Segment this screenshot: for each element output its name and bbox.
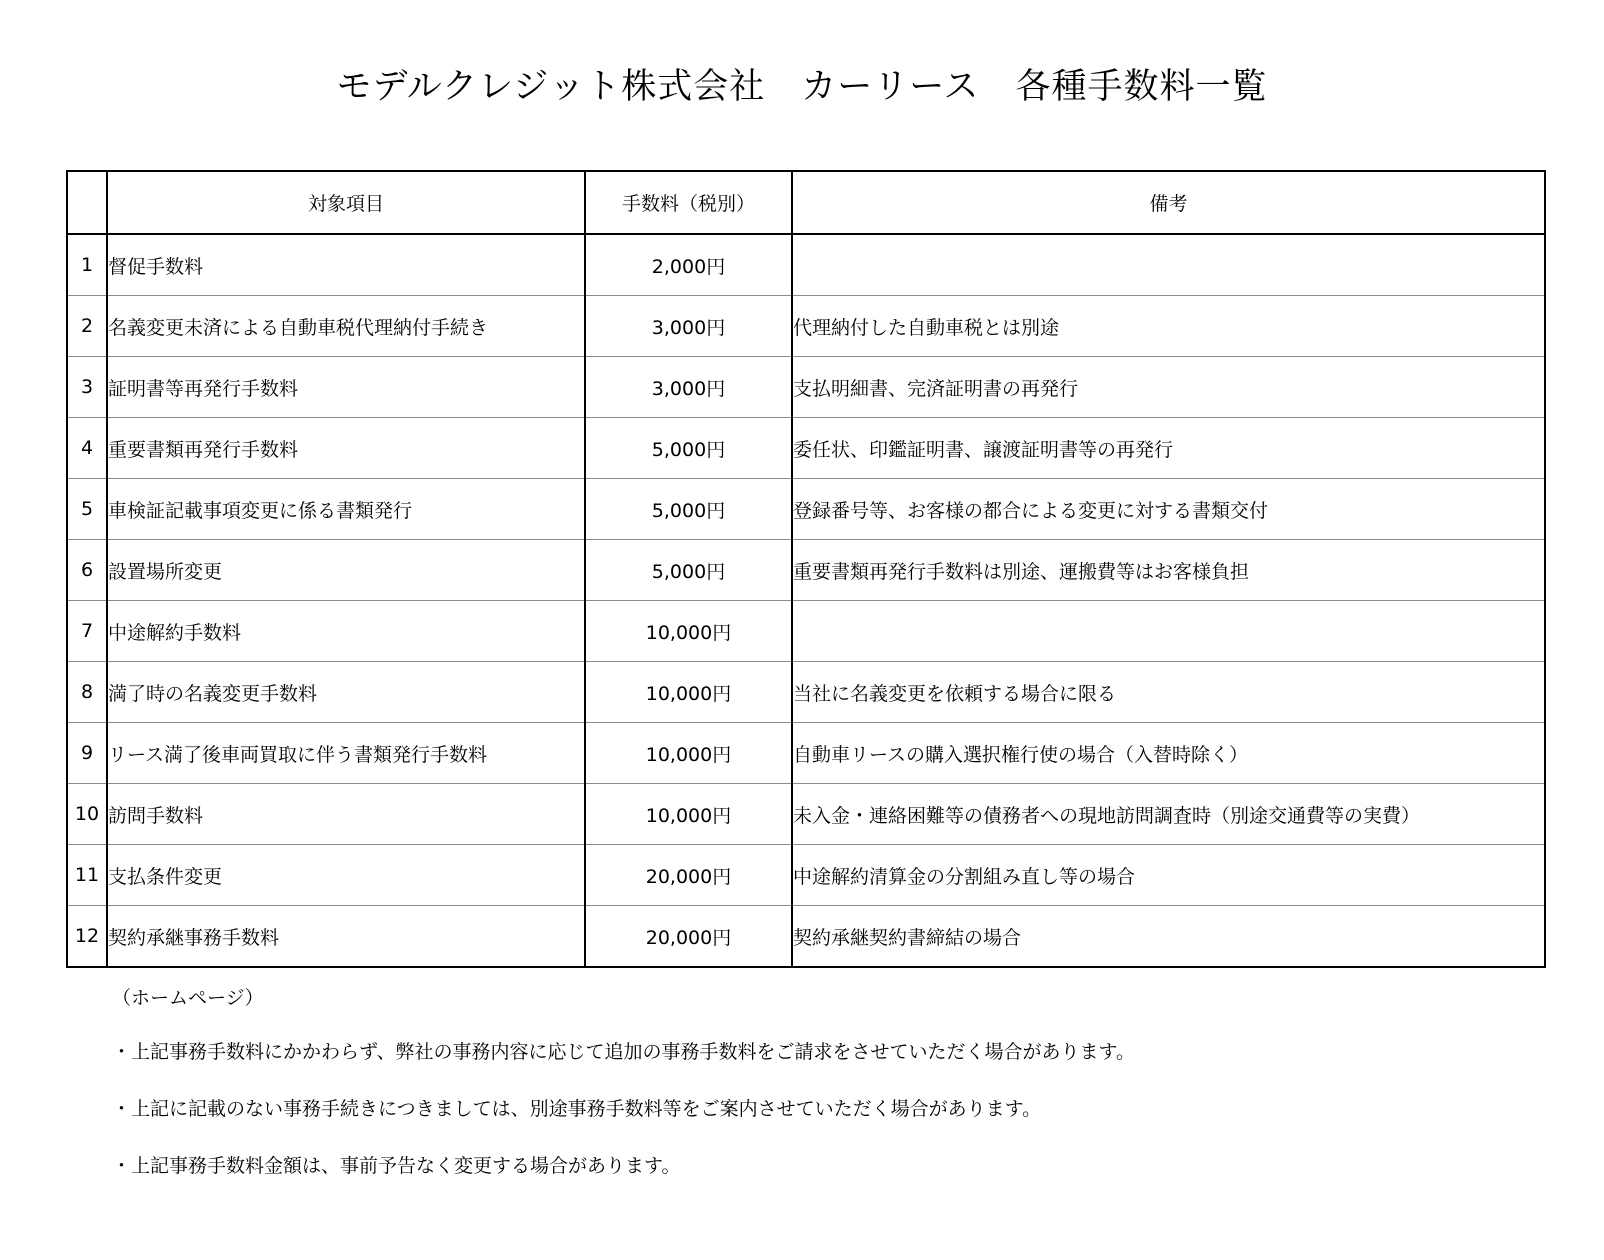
row-note: 登録番号等、お客様の都合による変更に対する書類交付: [792, 479, 1545, 540]
row-number: 8: [67, 662, 107, 723]
row-item: 車検証記載事項変更に係る書類発行: [107, 479, 585, 540]
row-note: 委任状、印鑑証明書、譲渡証明書等の再発行: [792, 418, 1545, 479]
notes-heading: （ホームページ）: [112, 987, 264, 1009]
table-row: [67, 418, 1545, 479]
table-row: [67, 784, 1545, 845]
row-note: 未入金・連絡困難等の債務者への現地訪問調査時（別途交通費等の実費）: [792, 784, 1545, 845]
row-fee: 3,000円: [585, 296, 792, 357]
table-row: [67, 296, 1545, 357]
row-number: 9: [67, 723, 107, 784]
row-item: 契約承継事務手数料: [107, 906, 585, 968]
row-item: リース満了後車両買取に伴う書類発行手数料: [107, 723, 585, 784]
table-row: [67, 234, 1545, 296]
row-fee: 2,000円: [585, 234, 792, 296]
notes-section: [112, 983, 1512, 1208]
row-item: 重要書類再発行手数料: [107, 418, 585, 479]
row-item: 支払条件変更: [107, 845, 585, 906]
row-note: 自動車リースの購入選択権行使の場合（入替時除く）: [792, 723, 1545, 784]
header-item: 対象項目: [107, 171, 585, 234]
header-no: [67, 171, 107, 234]
row-number: 3: [67, 357, 107, 418]
row-item: 証明書等再発行手数料: [107, 357, 585, 418]
table-row: [67, 723, 1545, 784]
table-row: [67, 601, 1545, 662]
note-line: ・上記事務手数料金額は、事前予告なく変更する場合があります。: [112, 1155, 681, 1177]
fee-table: [66, 170, 1546, 968]
row-number: 10: [67, 784, 107, 845]
row-item: 督促手数料: [107, 234, 585, 296]
table-row: [67, 662, 1545, 723]
row-number: 5: [67, 479, 107, 540]
row-fee: 10,000円: [585, 784, 792, 845]
row-number: 4: [67, 418, 107, 479]
row-number: 1: [67, 234, 107, 296]
row-fee: 20,000円: [585, 906, 792, 968]
row-note: 代理納付した自動車税とは別途: [792, 296, 1545, 357]
row-fee: 10,000円: [585, 723, 792, 784]
table-row: [67, 906, 1545, 968]
table-row: [67, 357, 1545, 418]
row-number: 11: [67, 845, 107, 906]
note-line: ・上記に記載のない事務手続きにつきましては、別途事務手数料等をご案内させていただく場合があります。: [112, 1098, 1042, 1120]
row-item: 名義変更未済による自動車税代理納付手続き: [107, 296, 585, 357]
row-item: 中途解約手数料: [107, 601, 585, 662]
table-row: [67, 845, 1545, 906]
row-fee: 5,000円: [585, 418, 792, 479]
row-fee: 10,000円: [585, 662, 792, 723]
row-note: 支払明細書、完済証明書の再発行: [792, 357, 1545, 418]
row-item: 満了時の名義変更手数料: [107, 662, 585, 723]
note-line: ・上記事務手数料にかかわらず、弊社の事務内容に応じて追加の事務手数料をご請求をさせていただく場合があります。: [112, 1041, 1135, 1063]
header-fee: 手数料（税別）: [585, 171, 792, 234]
row-item: 設置場所変更: [107, 540, 585, 601]
row-fee: 3,000円: [585, 357, 792, 418]
row-number: 6: [67, 540, 107, 601]
row-number: 2: [67, 296, 107, 357]
row-note: 中途解約清算金の分割組み直し等の場合: [792, 845, 1545, 906]
row-fee: 5,000円: [585, 540, 792, 601]
page-title: モデルクレジット株式会社 カーリース 各種手数料一覧: [336, 67, 1268, 107]
row-fee: 5,000円: [585, 479, 792, 540]
row-fee: 20,000円: [585, 845, 792, 906]
row-note: [792, 234, 1545, 296]
row-fee: 10,000円: [585, 601, 792, 662]
row-note: [792, 601, 1545, 662]
table-header-row: [67, 171, 1545, 234]
table-row: [67, 540, 1545, 601]
row-note: 契約承継契約書締結の場合: [793, 926, 1022, 949]
row-number: 12: [67, 906, 107, 968]
table-row: [67, 479, 1545, 540]
header-note: 備考: [792, 171, 1545, 234]
row-note: 重要書類再発行手数料は別途、運搬費等はお客様負担: [792, 540, 1545, 601]
row-number: 7: [67, 601, 107, 662]
row-item: 訪問手数料: [107, 784, 585, 845]
row-note: 当社に名義変更を依頼する場合に限る: [792, 662, 1545, 723]
